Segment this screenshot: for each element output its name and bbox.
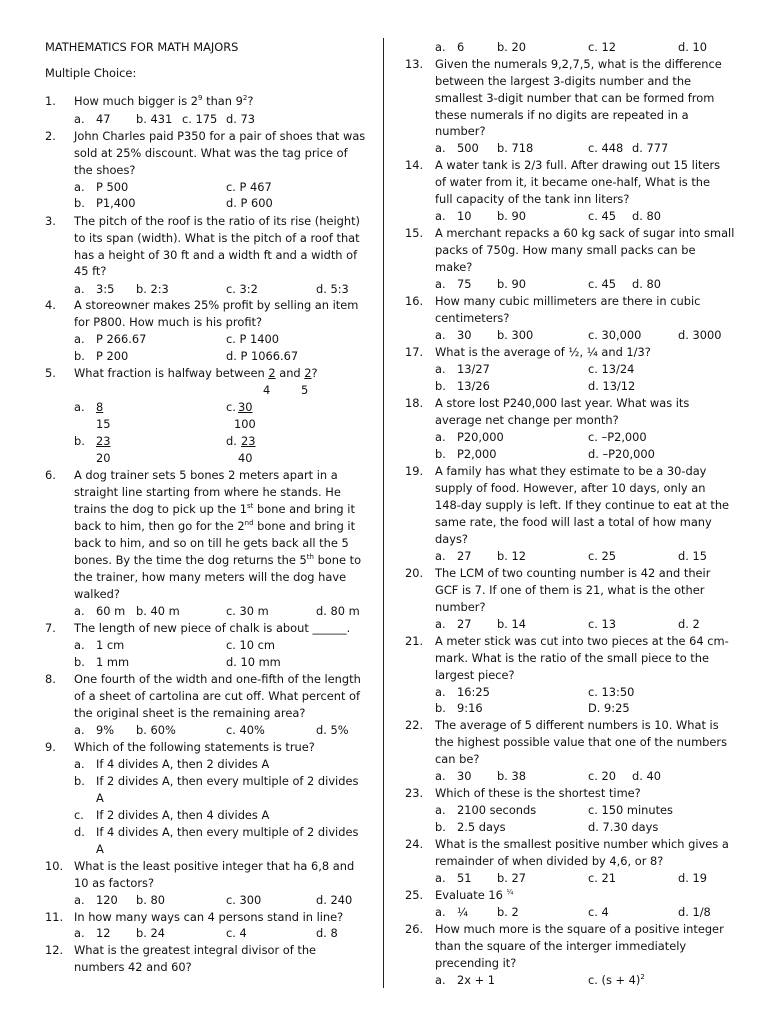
option-label: a.: [435, 141, 446, 155]
option-label: a.: [74, 332, 85, 346]
option-c: c. 10 cm: [226, 638, 275, 652]
option-a: P20,000: [457, 430, 504, 444]
option-b: b. 12: [497, 549, 526, 563]
option-c: c. 175: [182, 112, 218, 126]
option-c: c. 300: [226, 893, 262, 907]
option-c: c. $(s + 4)^2$: [588, 973, 645, 987]
option-c: c. 45: [588, 277, 616, 291]
question-text: How many cubic millimeters are there in cubic: [435, 294, 701, 308]
option-c: c. P 467: [226, 180, 272, 194]
question-text: Which of the following statements is true?: [74, 740, 315, 754]
question-number: 25.: [405, 888, 424, 902]
question-text: same rate, the food will last a total of how many: [435, 515, 712, 529]
option-c: c. 12: [588, 40, 616, 54]
question-text: the trainer, how many meters will the dog have: [74, 570, 347, 584]
option-b: If 2 divides A, then every multiple of 2 divides: [96, 774, 359, 788]
option-label: c.: [74, 808, 84, 822]
option-b: b. 27: [497, 871, 526, 885]
question-number: 13.: [405, 57, 424, 71]
question-text: One fourth of the width and one-fifth of the length: [74, 672, 361, 686]
option-c: c. 13/24: [588, 362, 635, 376]
question-text: What fraction is halfway between 2 and 2?: [74, 366, 318, 380]
question-text: numbers 42 and 60?: [74, 960, 192, 974]
option-c: c. 448: [588, 141, 624, 155]
option-a: 13/27: [457, 362, 490, 376]
question-number: 20.: [405, 566, 424, 580]
fraction-denominator: 4: [263, 383, 271, 397]
option-label: a.: [435, 973, 446, 987]
option-c: c. 20: [588, 769, 616, 783]
question-text: largest piece?: [435, 668, 515, 682]
question-number: 22.: [405, 718, 424, 732]
option-a: 500: [457, 141, 479, 155]
option-a: 12: [96, 926, 111, 940]
option-d: d. 13/12: [588, 379, 636, 393]
option-a: 47: [96, 112, 111, 126]
option-label: a.: [435, 685, 446, 699]
option-c: c. 45: [588, 209, 616, 223]
option-b-denominator: 20: [96, 451, 111, 465]
option-a: 51: [457, 871, 472, 885]
option-c: c. 13:50: [588, 685, 635, 699]
question-text: make?: [435, 260, 473, 274]
question-text: between the largest 3-digits number and the: [435, 74, 692, 88]
question-number: 26.: [405, 922, 424, 936]
question-number: 3.: [45, 214, 56, 228]
question-text: What is the greatest integral divisor of the: [74, 943, 317, 957]
question-text: mark. What is the ratio of the small piece to the: [435, 651, 709, 665]
question-text: John Charles paid P350 for a pair of shoes that was: [74, 129, 366, 143]
question-text: GCF is 7. If one of them is 21, what is the other: [435, 583, 705, 597]
option-a: 2x + 1: [457, 973, 496, 987]
question-text: A merchant repacks a 60 kg sack of sugar into small: [435, 226, 735, 240]
option-d: d. 2: [678, 617, 700, 631]
option-label: a.: [435, 209, 446, 223]
option-d: d. 777: [632, 141, 669, 155]
option-a: 27: [457, 617, 472, 631]
question-text: The average of 5 different numbers is 10. What is: [435, 718, 719, 732]
option-label: a.: [74, 282, 85, 296]
question-text: A family has what they estimate to be a 30-day: [435, 464, 707, 478]
option-label: a.: [435, 905, 446, 919]
option-a-numerator: 8: [96, 400, 104, 414]
question-text: than the square of the interger immediately: [435, 939, 687, 953]
option-c: c. 30 m: [226, 604, 269, 618]
option-label: a.: [74, 893, 85, 907]
question-text: of water from it, it became one-half, What is the: [435, 175, 711, 189]
column-divider: [383, 38, 384, 988]
question-text: A meter stick was cut into two pieces at the 64 cm-: [435, 634, 729, 648]
question-text: of a sheet of cartolina are cut off. What percent of: [74, 689, 361, 703]
question-text: walked?: [74, 587, 120, 601]
option-c: c. 13: [588, 617, 616, 631]
option-d: d. 5:3: [316, 282, 349, 296]
question-text: smallest 3-digit number that can be formed from: [435, 91, 715, 105]
option-label: a.: [435, 328, 446, 342]
question-number: 16.: [405, 294, 424, 308]
question-text: A water tank is 2/3 full. After drawing out 15 liters: [435, 158, 721, 172]
option-d: d. 73: [226, 112, 255, 126]
option-label: b.: [74, 349, 85, 363]
option-d: d. 7.30 days: [588, 820, 659, 834]
option-label: a.: [74, 400, 85, 414]
question-text: In how many ways can 4 persons stand in line?: [74, 910, 344, 924]
question-number: 19.: [405, 464, 424, 478]
question-text: supply of food. However, after 10 days, only an: [435, 481, 706, 495]
question-text: remainder of when divided by 4,6, or 8?: [435, 854, 664, 868]
option-label: a.: [435, 549, 446, 563]
option-c: c. –P2,000: [588, 430, 647, 444]
option-c: c. 21: [588, 871, 616, 885]
option-a: 16:25: [457, 685, 490, 699]
option-c: c. 4: [226, 926, 247, 940]
option-c: c. 25: [588, 549, 616, 563]
question-text: packs of 750g. How many small packs can be: [435, 243, 696, 257]
question-text: Evaluate 16 $^{\frac{1}{4}}$: [435, 888, 514, 902]
option-b: 2.5 days: [457, 820, 506, 834]
option-label: b.: [435, 820, 446, 834]
question-text: average net change per month?: [435, 413, 619, 427]
question-text: sold at 25% discount. What was the tag price of: [74, 146, 348, 160]
question-text: How much more is the square of a positive integer: [435, 922, 724, 936]
option-label: a.: [74, 757, 85, 771]
option-d: d. 8: [316, 926, 338, 940]
option-label: b.: [74, 196, 85, 210]
option-b: b. 2:3: [136, 282, 169, 296]
question-text: What is the least positive integer that ha 6,8 and: [74, 859, 355, 873]
option-a: ¼: [457, 905, 469, 919]
question-number: 21.: [405, 634, 424, 648]
option-a: 60 m: [96, 604, 126, 618]
option-label: d.: [226, 434, 237, 448]
option-d: d. 80: [632, 209, 661, 223]
question-number: 5.: [45, 366, 56, 380]
question-text: The LCM of two counting number is 42 and their: [435, 566, 711, 580]
option-d: d. –P20,000: [588, 447, 655, 461]
question-text: number?: [435, 124, 486, 138]
document-title: MATHEMATICS FOR MATH MAJORS: [45, 40, 239, 54]
option-d-numerator: 23: [241, 434, 256, 448]
option-b: b. 90: [497, 277, 526, 291]
option-label: b.: [74, 774, 85, 788]
option-a: 1 cm: [96, 638, 125, 652]
question-text: The length of new piece of chalk is about ______.: [74, 621, 351, 635]
option-b: b. 80: [136, 893, 165, 907]
option-a: P 500: [96, 180, 129, 194]
question-text: can be?: [435, 752, 480, 766]
question-text: Which of these is the shortest time?: [435, 786, 641, 800]
question-text: How much bigger is $2^9$ than $9^2$?: [74, 94, 254, 108]
question-number: 15.: [405, 226, 424, 240]
option-d-denominator: 40: [238, 451, 253, 465]
option-d: d. P 600: [226, 196, 273, 210]
option-b: b. 38: [497, 769, 526, 783]
question-number: 6.: [45, 468, 56, 482]
question-text: back to him, and so on till he gets back all the 5: [74, 536, 349, 550]
question-text: A dog trainer sets 5 bones 2 meters apart in a: [74, 468, 338, 482]
option-d: d. 3000: [678, 328, 722, 342]
question-text: trains the dog to pick up the 1st bone and bring it: [74, 502, 355, 516]
question-number: 12.: [45, 943, 64, 957]
question-number: 23.: [405, 786, 424, 800]
option-d: d. 80: [632, 277, 661, 291]
option-label: a.: [435, 617, 446, 631]
option-a: If 4 divides A, then 2 divides A: [96, 757, 270, 771]
option-c: c. 40%: [226, 723, 265, 737]
option-a: 75: [457, 277, 472, 291]
question-text: to its span (width). What is the pitch of a roof that: [74, 231, 360, 245]
question-text: centimeters?: [435, 311, 510, 325]
option-c: c. 30,000: [588, 328, 642, 342]
option-d: d. 5%: [316, 723, 349, 737]
option-a: 120: [96, 893, 118, 907]
option-a: 2100 seconds: [457, 803, 537, 817]
question-text: The pitch of the roof is the ratio of its rise (height): [74, 214, 360, 228]
option-label: a.: [74, 723, 85, 737]
option-label: a.: [435, 40, 446, 54]
option-a-denominator: 15: [96, 417, 111, 431]
option-d: d. 80 m: [316, 604, 360, 618]
option-label: a.: [435, 871, 446, 885]
option-label: b.: [74, 655, 85, 669]
question-text: has a height of 30 ft and a width ft and a width of: [74, 248, 358, 262]
option-a: 9%: [96, 723, 115, 737]
option-b: 13/26: [457, 379, 490, 393]
question-number: 7.: [45, 621, 56, 635]
option-a: 30: [457, 769, 472, 783]
fraction-denominator: 5: [301, 383, 309, 397]
option-d: d. 10 mm: [226, 655, 281, 669]
question-number: 17.: [405, 345, 424, 359]
option-label: b.: [74, 434, 85, 448]
option-c: c. P 1400: [226, 332, 279, 346]
option-label: a.: [74, 604, 85, 618]
option-b: b. 718: [497, 141, 534, 155]
question-text: precending it?: [435, 956, 517, 970]
question-text: straight line starting from where he stands. He: [74, 485, 341, 499]
question-number: 1.: [45, 94, 56, 108]
option-label: d.: [74, 825, 85, 839]
option-b: P1,400: [96, 196, 136, 210]
option-d: d. 15: [678, 549, 707, 563]
option-d: d. 1/8: [678, 905, 711, 919]
question-text: bones. By the time the dog returns the 5th bone to: [74, 553, 362, 567]
option-b: b. 60%: [136, 723, 176, 737]
option-label: a.: [435, 803, 446, 817]
question-number: 9.: [45, 740, 56, 754]
option-label: a.: [435, 362, 446, 376]
question-text: full capacity of the tank inn liters?: [435, 192, 630, 206]
option-d: D. 9:25: [588, 701, 630, 715]
option-d: d. 240: [316, 893, 353, 907]
section-heading: Multiple Choice:: [45, 66, 137, 80]
option-b: P 200: [96, 349, 129, 363]
option-d: If 4 divides A, then every multiple of 2 divides: [96, 825, 359, 839]
option-d: d. 10: [678, 40, 707, 54]
option-label: a.: [435, 277, 446, 291]
question-number: 24.: [405, 837, 424, 851]
option-d: d. P 1066.67: [226, 349, 299, 363]
question-text: A store lost P240,000 last year. What was its: [435, 396, 690, 410]
question-text: the shoes?: [74, 163, 136, 177]
question-number: 2.: [45, 129, 56, 143]
option-label: b.: [435, 379, 446, 393]
question-number: 14.: [405, 158, 424, 172]
question-text: A storeowner makes 25% profit by selling an item: [74, 298, 359, 312]
question-text: number?: [435, 600, 486, 614]
option-label: a.: [435, 769, 446, 783]
option-b: b. 90: [497, 209, 526, 223]
question-text: the highest possible value that one of the numbers: [435, 735, 728, 749]
option-b: b. 431: [136, 112, 173, 126]
question-number: 18.: [405, 396, 424, 410]
question-text: 10 as factors?: [74, 876, 155, 890]
question-text: 148-day supply is left. If they continue to eat at the: [435, 498, 730, 512]
question-number: 11.: [45, 910, 64, 924]
option-label: c.: [226, 400, 236, 414]
question-text: What is the average of ½, ¼ and 1/3?: [435, 345, 651, 359]
option-a: P 266.67: [96, 332, 147, 346]
question-text: days?: [435, 532, 468, 546]
option-a: 3:5: [96, 282, 115, 296]
option-label: a.: [74, 926, 85, 940]
option-label: a.: [74, 180, 85, 194]
option-b: b. 40 m: [136, 604, 180, 618]
option-a: 27: [457, 549, 472, 563]
option-c: c. 4: [588, 905, 609, 919]
option-b: A: [96, 791, 104, 805]
question-number: 8.: [45, 672, 56, 686]
question-text: 45 ft?: [74, 264, 107, 278]
option-b: 9:16: [457, 701, 483, 715]
question-text: the original sheet is the remaining area?: [74, 706, 306, 720]
option-b: b. 2: [497, 905, 519, 919]
option-c-numerator: 30: [238, 400, 253, 414]
question-text: for P800. How much is his profit?: [74, 315, 263, 329]
question-text: back to him, then go for the 2nd bone and bring it: [74, 519, 356, 533]
option-b: P2,000: [457, 447, 497, 461]
option-label: a.: [74, 638, 85, 652]
option-b: b. 14: [497, 617, 526, 631]
option-c: c. 3:2: [226, 282, 258, 296]
option-b-numerator: 23: [96, 434, 111, 448]
option-b: 1 mm: [96, 655, 130, 669]
option-d: d. 40: [632, 769, 661, 783]
option-b: b. 24: [136, 926, 165, 940]
option-b: b. 300: [497, 328, 534, 342]
option-c-denominator: 100: [234, 417, 256, 431]
option-d: A: [96, 842, 104, 856]
question-text: What is the smallest positive number which gives a: [435, 837, 729, 851]
option-a: 30: [457, 328, 472, 342]
question-number: 4.: [45, 298, 56, 312]
option-b: b. 20: [497, 40, 526, 54]
question-text: Given the numerals 9,2,7,5, what is the difference: [435, 57, 722, 71]
option-c: If 2 divides A, then 4 divides A: [96, 808, 270, 822]
option-label: b.: [435, 447, 446, 461]
question-number: 10.: [45, 859, 64, 873]
option-a: 6: [457, 40, 465, 54]
option-a: 10: [457, 209, 472, 223]
option-label: a.: [435, 430, 446, 444]
option-label: b.: [435, 701, 446, 715]
option-label: a.: [74, 112, 85, 126]
option-c: c. 150 minutes: [588, 803, 673, 817]
option-d: d. 19: [678, 871, 707, 885]
question-text: these numerals if no digits are repeated in a: [435, 108, 689, 122]
